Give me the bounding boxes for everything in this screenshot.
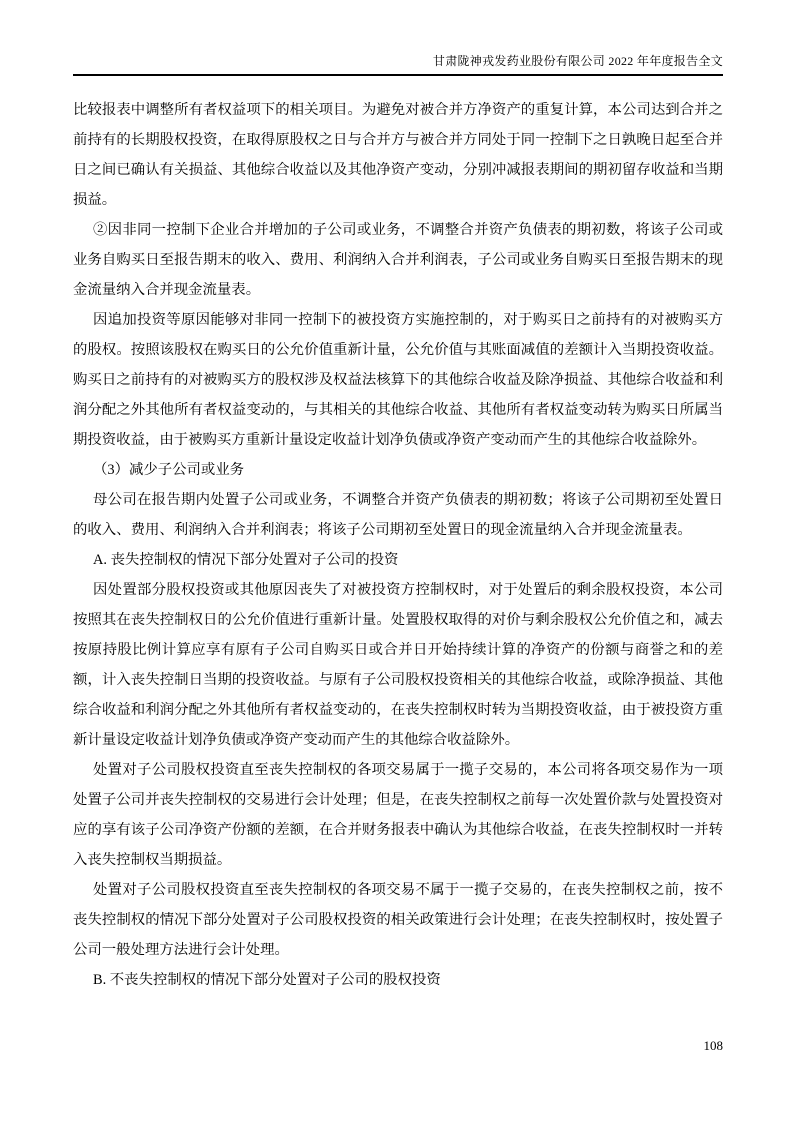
paragraph-non-package-transaction: 处置对子公司股权投资直至丧失控制权的各项交易不属于一揽子交易的，在丧失控制权之前，按不丧失控制权的情况下部分处置对子公司股权投资的相关政策进行会计处理；在丧失控制权时，按处置子公司一般处理方法进行会计处理。 xyxy=(73,882,723,958)
subsection-heading-a-loss-of-control: A. 丧失控制权的情况下部分处置对子公司的投资 xyxy=(93,552,399,568)
subsection-heading-b-no-loss-of-control: B. 不丧失控制权的情况下部分处置对子公司的股权投资 xyxy=(93,972,441,988)
paragraph-disposal-in-period: 母公司在报告期内处置子公司或业务，不调整合并资产负债表的期初数；将该子公司期初至处置日的收入、费用、利润纳入合并利润表；将该子公司期初至处置日的现金流量纳入合并现金流量表。 xyxy=(73,492,723,538)
paragraph-continuation: 比较报表中调整所有者权益项下的相关项目。为避免对被合并方净资产的重复计算，本公司达到合并之前持有的长期股权投资，在取得原股权之日与合并方与被合并方同处于同一控制下之日孰晚日起至合并日之间已确认有关损益、其他综合收益以及其他净资产变动，分别冲减报表期间的期初留存收益和当期损益。 xyxy=(73,102,723,208)
paragraph-loss-of-control-measurement: 因处置部分股权投资或其他原因丧失了对被投资方控制权时，对于处置后的剩余股权投资，本公司按照其在丧失控制权日的公允价值进行重新计量。处置股权取得的对价与剩余股权公允价值之和，减去按原持股比例计算应享有原有子公司自购买日或合并日开始持续计算的净资产的份额与商誉之和的差额，计入丧失控制日当期的投资收益。与原有子公司股权投资相关的其他综合收益，或除净损益、其他综合收益和利润分配之外其他所有者权益变动的，在丧失控制权时转为当期投资收益，由于被投资方重新计量设定收益计划净负债或净资产变动而产生的其他综合收益除外。 xyxy=(73,582,723,748)
paragraph-additional-investment: 因追加投资等原因能够对非同一控制下的被投资方实施控制的，对于购买日之前持有的对被购买方的股权。按照该股权在购买日的公允价值重新计量，公允价值与其账面减值的差额计入当期投资收益。购买日之前持有的对被购买方的股权涉及权益法核算下的其他综合收益及除净损益、其他综合收益和利润分配之外其他所有者权益变动的，与其相关的其他综合收益、其他所有者权益变动转为购买日所属当期投资收益，由于被购买方重新计量设定收益计划净负债或净资产变动而产生的其他综合收益除外。 xyxy=(73,312,723,448)
page-footer xyxy=(73,1038,723,1054)
page-number: 108 xyxy=(703,1038,723,1053)
paragraph-package-transaction: 处置对子公司股权投资直至丧失控制权的各项交易属于一揽子交易的，本公司将各项交易作为一项处置子公司并丧失控制权的交易进行会计处理；但是，在丧失控制权之前每一次处置价款与处置投资对应的享有该子公司净资产份额的差额，在合并财务报表中确认为其他综合收益，在丧失控制权时一并转入丧失控制权当期损益。 xyxy=(73,762,723,868)
page-header xyxy=(73,52,723,76)
document-body xyxy=(73,95,723,995)
paragraph-merger-non-common-control: ②因非同一控制下企业合并增加的子公司或业务，不调整合并资产负债表的期初数，将该子公司或业务自购买日至报告期末的收入、费用、利润纳入合并利润表，子公司或业务自购买日至报告期末的现金流量纳入合并现金流量表。 xyxy=(73,222,723,298)
section-heading-reduce-subsidiary: （3）减少子公司或业务 xyxy=(93,462,245,478)
report-header-title: 甘肃陇神戎发药业股份有限公司 2022 年年度报告全文 xyxy=(432,54,723,68)
